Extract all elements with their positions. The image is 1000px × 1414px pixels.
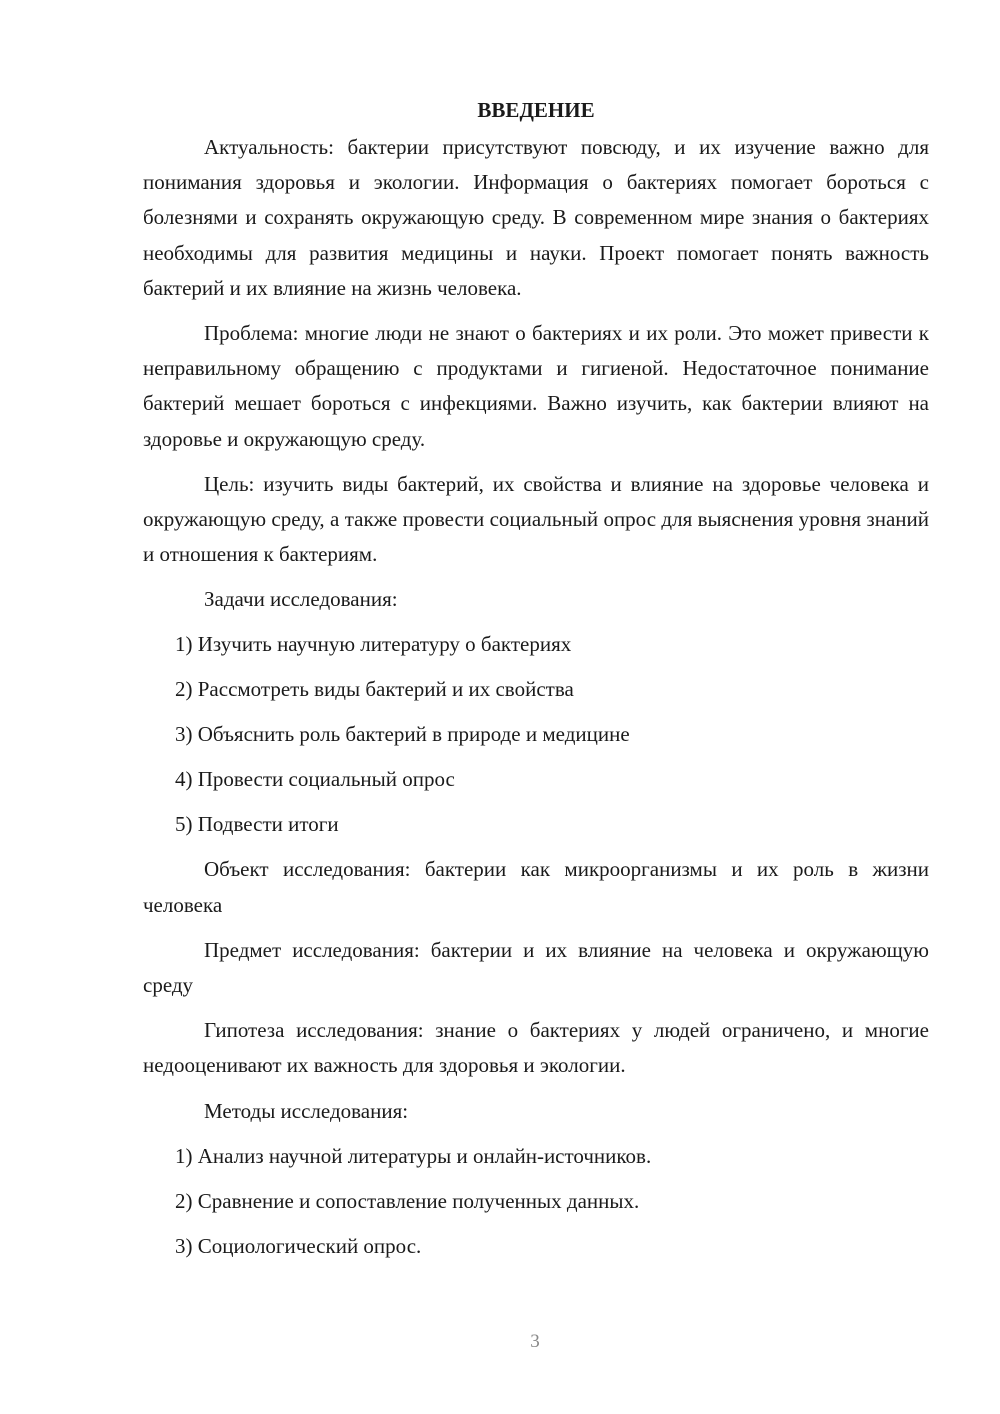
problem-paragraph: Проблема: многие люди не знают о бактериях и их роли. Это может привести к неправильному обращению с продуктами и гигиеной. Недостаточное понимание бактерий мешает бороться с инфекциями. Важно изучить, как бактерии влияют на здоровье и окружающую среду. [143, 321, 929, 451]
task-item-3: 3) Объяснить роль бактерий в природе и медицине [175, 722, 630, 747]
methods-heading: Методы исследования: [204, 1098, 409, 1123]
method-item-3: 3) Социологический опрос. [175, 1233, 422, 1258]
page-number: 3 [530, 1331, 540, 1352]
task-item-5: 5) Подвести итоги [175, 812, 339, 837]
document-page [143, 90, 929, 1274]
task-item-4: 4) Провести социальный опрос [175, 767, 455, 792]
hypothesis-paragraph: Гипотеза исследования: знание о бактериях у людей ограничено, и многие недооценивают их важность для здоровья и экологии. [143, 1018, 929, 1078]
page-title: ВВЕДЕНИЕ [477, 98, 595, 122]
method-item-1: 1) Анализ научной литературы и онлайн-источников. [175, 1143, 652, 1168]
subject-paragraph: Предмет исследования: бактерии и их влияние на человека и окружающую среду [143, 937, 929, 998]
task-item-1: 1) Изучить научную литературу о бактериях [175, 632, 572, 657]
method-item-2: 2) Сравнение и сопоставление полученных данных. [175, 1188, 640, 1213]
goal-paragraph: Цель: изучить виды бактерий, их свойства и влияние на здоровье человека и окружающую среду, а также провести социальный опрос для выяснения уровня знаний и отношения к бактериям. [143, 471, 929, 567]
task-item-2: 2) Рассмотреть виды бактерий и их свойства [175, 677, 574, 702]
object-paragraph: Объект исследования: бактерии как микроорганизмы и их роль в жизни человека [143, 857, 929, 917]
relevance-paragraph: Актуальность: бактерии присутствуют повсюду, и их изучение важно для понимания здоровья и экологии. Информация о бактериях помогает бороться с болезнями и сохранять окружающую среду. В современном мире знания о бактериях необходимы для развития медицины и науки. Проект помогает понять важность бактерий и их влияние на жизнь человека. [143, 135, 929, 300]
tasks-heading: Задачи исследования: [204, 587, 398, 612]
